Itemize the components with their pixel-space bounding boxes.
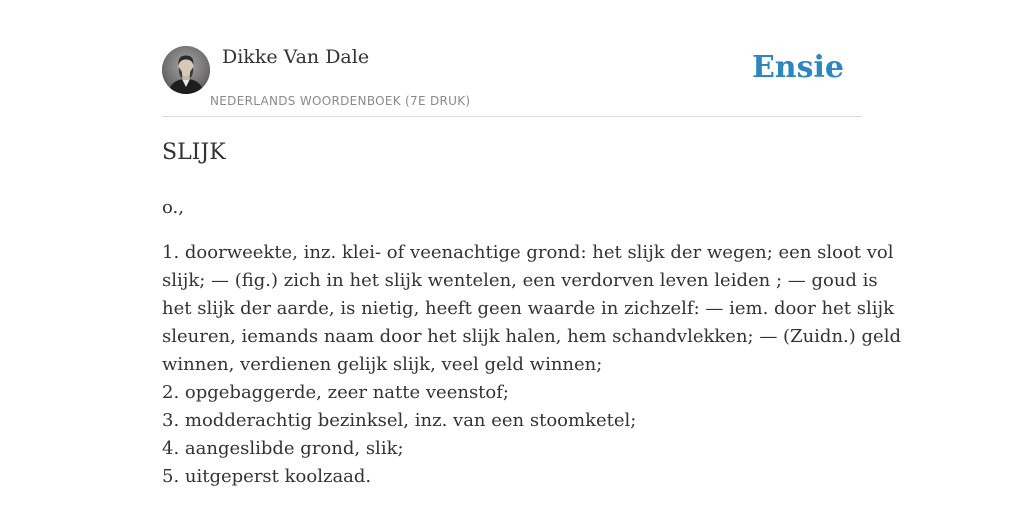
entry-title: SLIJK (162, 140, 226, 165)
definition-line: slijk; — (fig.) zich in het slijk wentelen, een verdorven leven leiden ; — goud is (162, 270, 878, 291)
source-label[interactable]: NEDERLANDS WOORDENBOEK (7E DRUK) (210, 94, 471, 108)
definition-line: sleuren, iemands naam door het slijk halen, hem schandvlekken; — (Zuidn.) geld (162, 326, 901, 347)
author-avatar[interactable] (162, 46, 210, 94)
page-header (162, 44, 862, 117)
definition-line: 2. opgebaggerde, zeer natte veenstof; (162, 382, 509, 403)
definition-line: 1. doorweekte, inz. klei- of veenachtige grond: het slijk der wegen; een sloot vol (162, 242, 894, 263)
definition-line: 3. modderachtig bezinksel, inz. van een stoomketel; (162, 410, 637, 431)
definition-line: winnen, verdienen gelijk slijk, veel geld winnen; (162, 354, 603, 375)
definition-line: het slijk der aarde, is nietig, heeft geen waarde in zichzelf: — iem. door het slijk (162, 298, 894, 319)
grammar-label: o., (162, 197, 184, 218)
portrait-image (162, 46, 210, 94)
definition-line: 5. uitgeperst koolzaad. (162, 466, 372, 487)
definition-text (162, 239, 901, 491)
author-name[interactable]: Dikke Van Dale (222, 46, 370, 68)
definition-line: 4. aangeslibde grond, slik; (162, 438, 404, 459)
ensie-logo[interactable]: Ensie (751, 50, 844, 85)
